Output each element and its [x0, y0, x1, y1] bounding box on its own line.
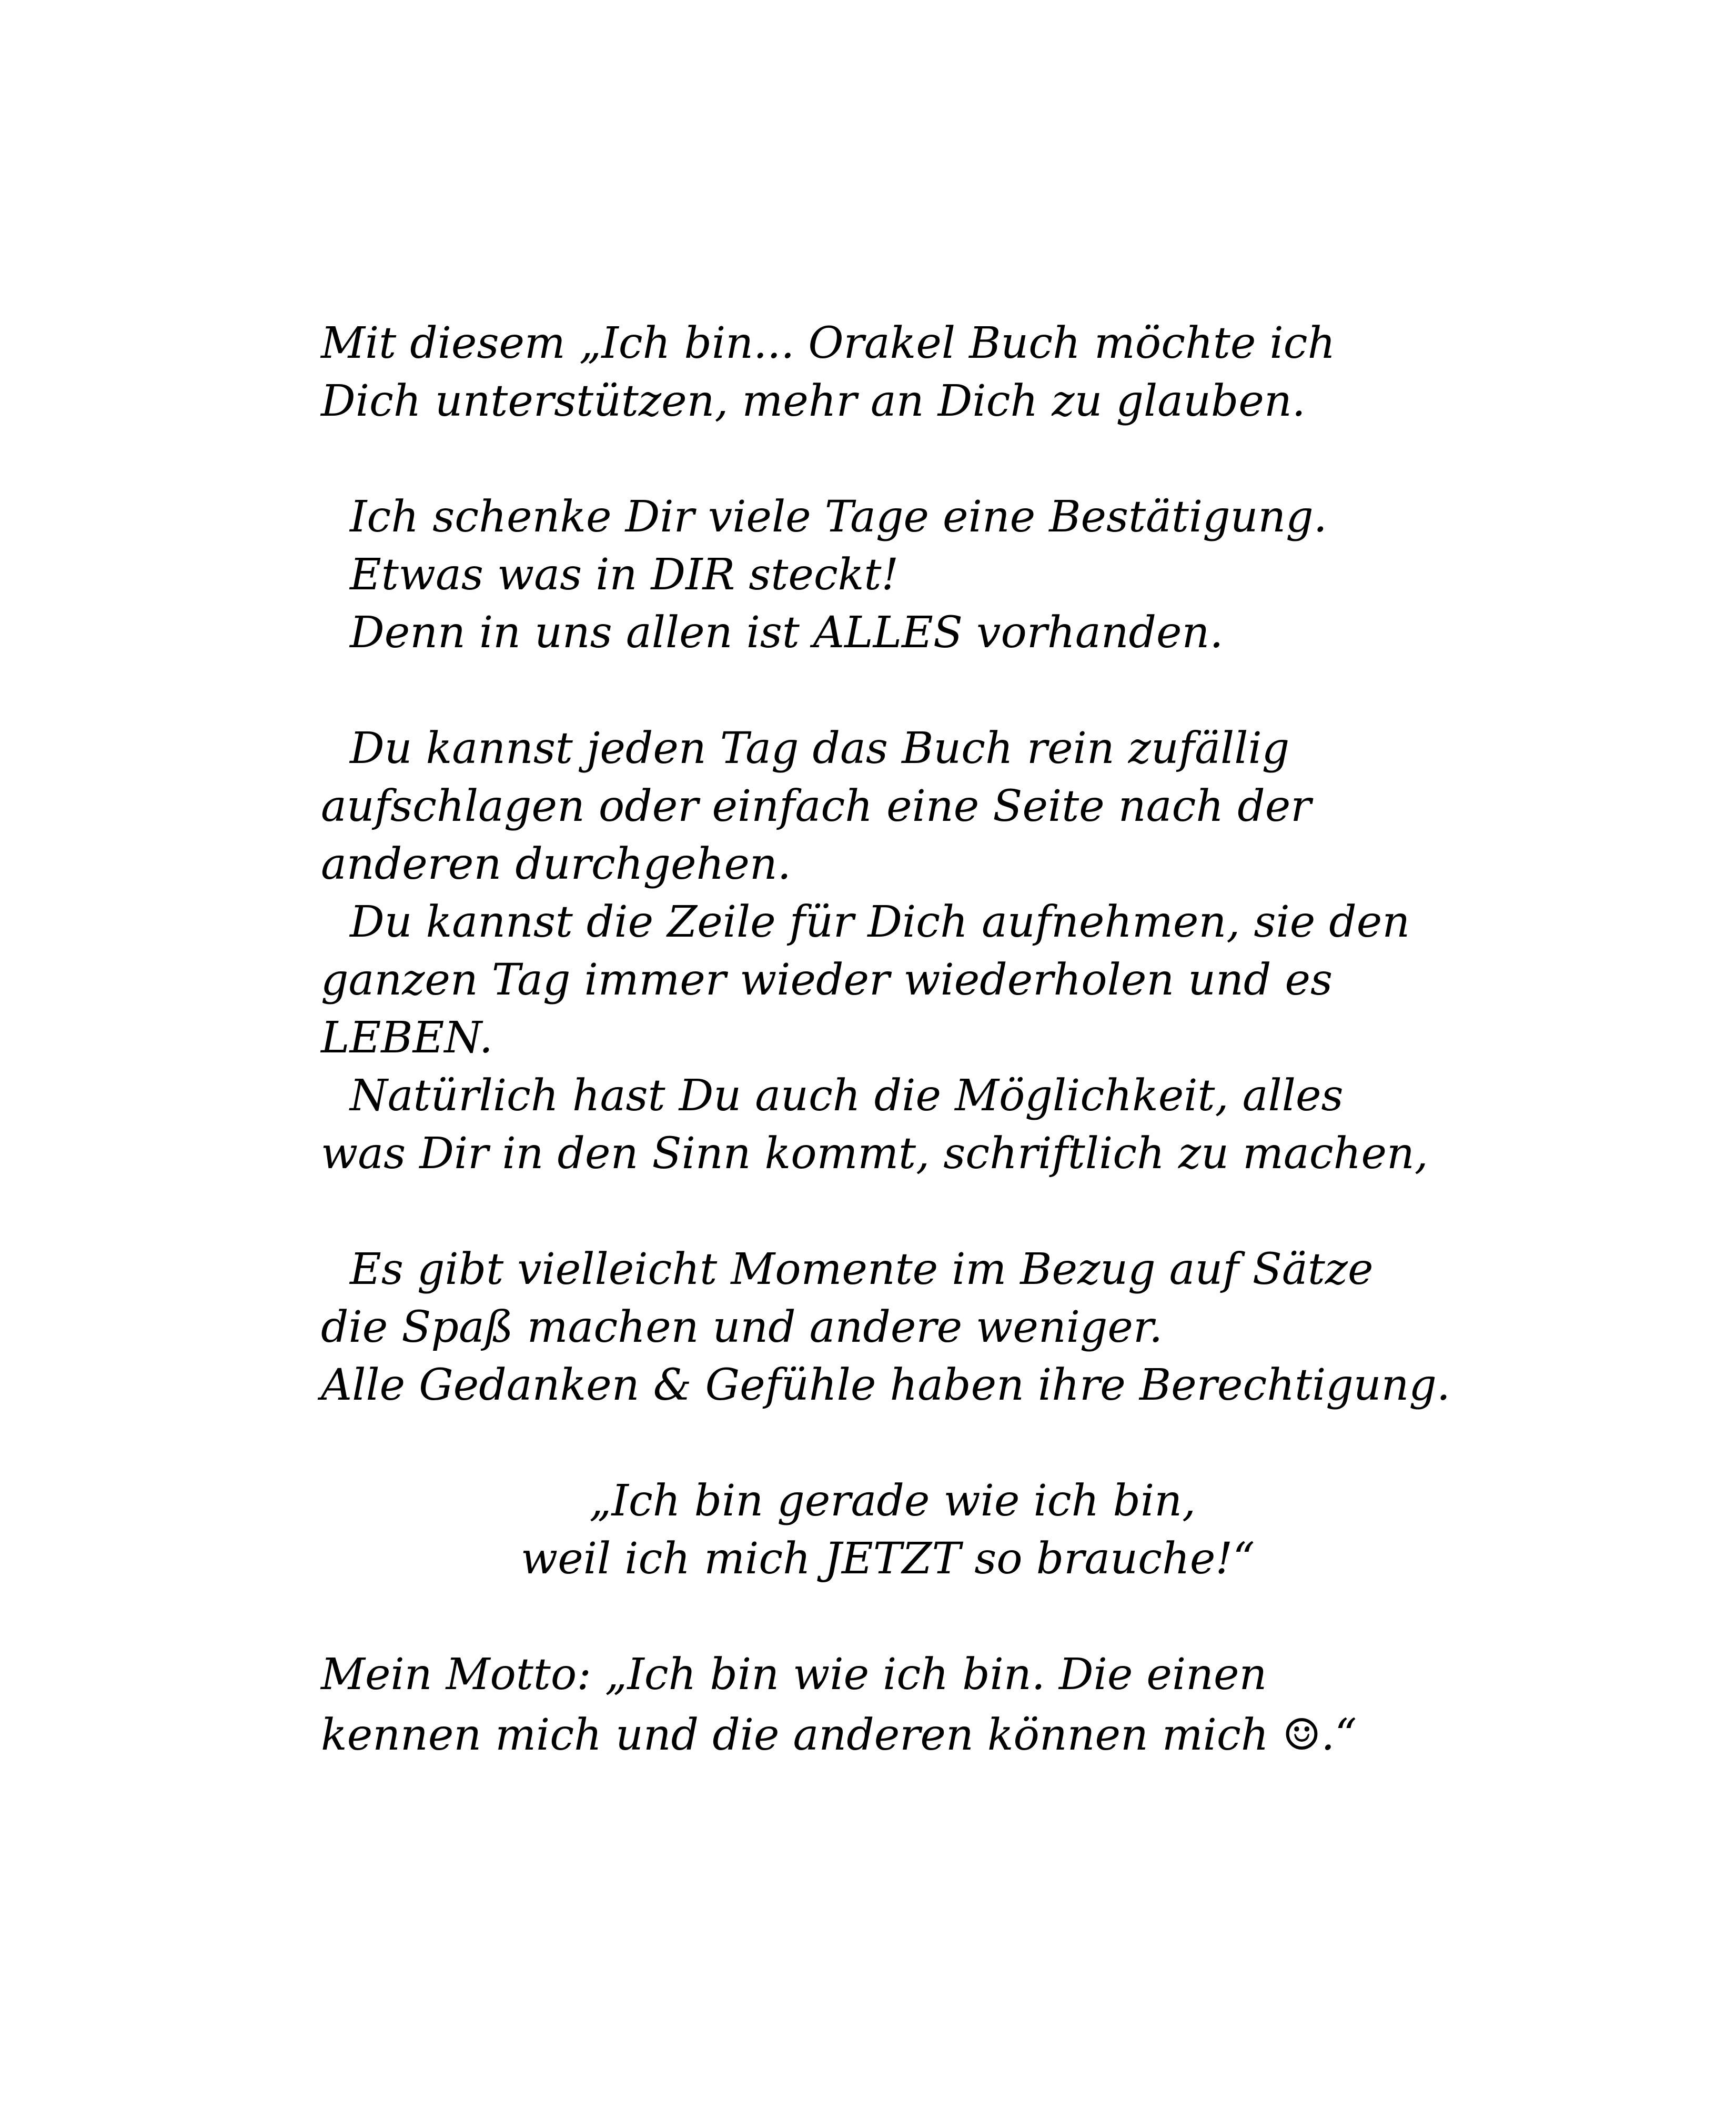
centered-quote-line: weil ich mich JETZT so brauche!“ — [521, 1534, 1255, 1584]
centered-quote-line: „Ich bin gerade wie ich bin, — [589, 1476, 1196, 1526]
text-line: Denn in uns allen ist ALLES vorhanden. — [350, 608, 1224, 658]
text-line: Du kannst jeden Tag das Buch rein zufällig — [350, 724, 1290, 774]
text-line: was Dir in den Sinn kommt, schriftlich zu machen, — [321, 1129, 1428, 1179]
text-line: Natürlich hast Du auch die Möglichkeit, alles — [350, 1071, 1344, 1121]
motto-line: Mein Motto: „Ich bin wie ich bin. Die einen — [321, 1650, 1267, 1700]
text-line: ganzen Tag immer wieder wiederholen und es — [321, 955, 1333, 1005]
text-line: Dich unterstützen, mehr an Dich zu glauben. — [321, 376, 1306, 426]
text-line: Mit diesem „Ich bin... Orakel Buch möchte ich — [321, 318, 1336, 368]
text-line: Alle Gedanken & Gefühle haben ihre Berechtigung. — [321, 1360, 1450, 1410]
text-line: anderen durchgehen. — [321, 839, 791, 889]
text-line: Etwas was in DIR steckt! — [350, 550, 899, 600]
text-line: Du kannst die Zeile für Dich aufnehmen, sie den — [350, 897, 1410, 947]
text-line: die Spaß machen und andere weniger. — [321, 1302, 1163, 1352]
text-line: Ich schenke Dir viele Tage eine Bestätigung. — [350, 492, 1327, 542]
text-line: LEBEN. — [321, 1013, 493, 1063]
text-line: Es gibt vielleicht Momente im Bezug auf Sätze — [350, 1244, 1374, 1294]
text-line: aufschlagen oder einfach eine Seite nach der — [321, 781, 1311, 831]
motto-line: kennen mich und die anderen können mich ☺.“ — [321, 1710, 1357, 1760]
